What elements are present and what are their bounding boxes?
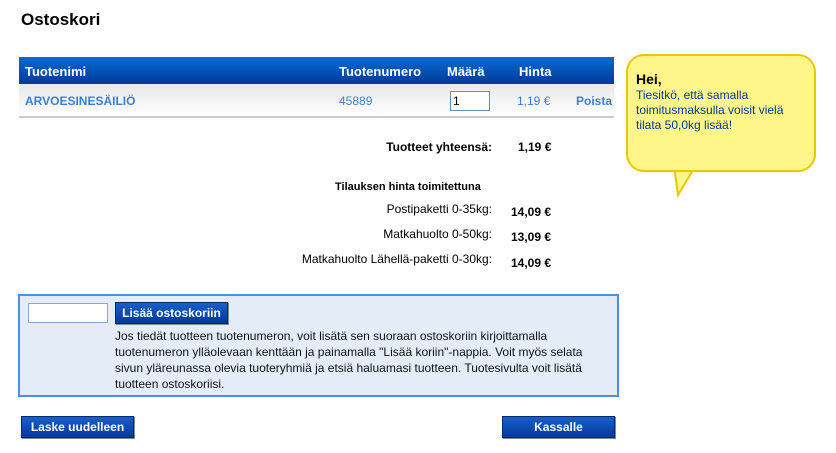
page-title: Ostoskori [21, 10, 101, 29]
header-price: Hinta [519, 64, 552, 79]
checkout-button[interactable]: Kassalle [502, 416, 615, 438]
header-number: Tuotenumero [339, 64, 422, 79]
product-name-link[interactable]: ARVOESINESÄILIÖ [25, 94, 136, 108]
product-number: 45889 [339, 94, 373, 108]
delivery-label: Postipaketti 0-35kg: [386, 202, 492, 216]
bubble-title: Hei, [636, 71, 662, 87]
delivery-label: Matkahuolto Lähellä-paketti 0-30kg: [301, 252, 492, 266]
add-product-panel [18, 294, 619, 397]
bubble-text: Tiesitkö, että samalla toimitusmaksulla voisit vielä tilata 50,0kg lisää! [636, 88, 784, 132]
add-help-text: Jos tiedät tuotteen tuotenumeron, voit lisätä sen suoraan ostoskoriin kirjoittamalla tuotenumeron ylläolevaan kenttään ja painamalla "Lisää koriin"-nappia. Voit myös selata sivun yläreunassa olevia tuoteryhmiä ja etsiä haluamasi tuotteen. Tuotesivulta voit lisätä tuotteen ostoskoriisi. [115, 329, 583, 391]
recalculate-button[interactable]: Laske uudelleen [21, 416, 134, 438]
add-to-cart-button[interactable]: Lisää ostoskoriin [115, 302, 228, 324]
products-total-label: Tuotteet yhteensä: [386, 140, 492, 154]
product-price: 1,19 € [517, 94, 551, 108]
product-number-input[interactable] [28, 303, 108, 323]
header-qty: Määrä [447, 64, 485, 79]
delivery-value: 13,09 € [511, 230, 552, 244]
remove-link[interactable]: Poista [576, 94, 613, 108]
delivery-label: Matkahuolto 0-50kg: [383, 227, 492, 241]
quantity-input[interactable] [450, 91, 490, 111]
products-total-value: 1,19 € [518, 140, 552, 154]
table-row [19, 84, 614, 118]
tip-bubble [626, 54, 816, 172]
delivery-value: 14,09 € [511, 256, 552, 270]
header-name: Tuotenimi [25, 64, 87, 79]
cart-table-header [19, 57, 614, 84]
delivery-value: 14,09 € [511, 205, 552, 219]
delivery-heading: Tilauksen hinta toimitettuna [335, 181, 481, 193]
